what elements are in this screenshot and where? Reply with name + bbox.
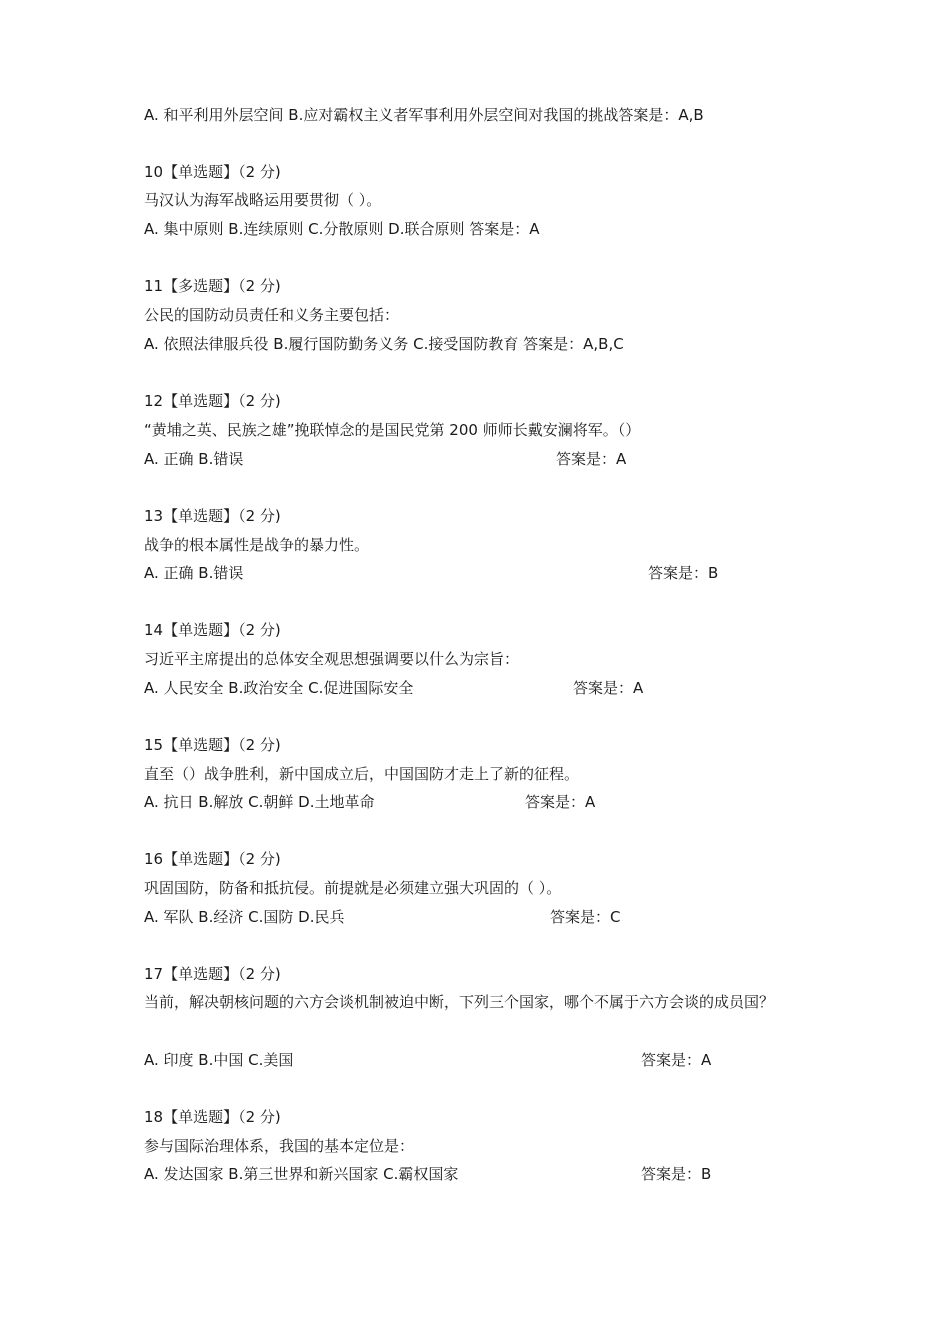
q17-options: A. 印度 B.中国 C.美国: [144, 1051, 294, 1069]
q15-question: 直至（）战争胜利，新中国成立后，中国国防才走上了新的征程。: [144, 765, 580, 783]
q10-question: 马汉认为海军战略运用要贯彻（ ）。: [144, 191, 382, 209]
q9-options: A. 和平利用外层空间 B.应对霸权主义者军事利用外层空间对我国的挑战答案是：A,B: [144, 106, 704, 124]
q15-header: 15【单选题】（2 分): [144, 736, 281, 754]
q15-answer: 答案是：A: [525, 793, 596, 811]
q13-question: 战争的根本属性是战争的暴力性。: [144, 536, 370, 554]
q11-question: 公民的国防动员责任和义务主要包括：: [144, 306, 400, 324]
q13-header: 13【单选题】（2 分): [144, 507, 281, 525]
q14-question: 习近平主席提出的总体安全观思想强调要以什么为宗旨：: [144, 650, 520, 668]
q14-header: 14【单选题】（2 分): [144, 621, 281, 639]
q17-header: 17【单选题】（2 分): [144, 965, 281, 983]
q17-question: 当前，解决朝核问题的六方会谈机制被迫中断，下列三个国家，哪个不属于六方会谈的成员国？: [144, 993, 775, 1011]
q18-answer: 答案是：B: [641, 1165, 712, 1183]
q13-answer: 答案是：B: [648, 564, 719, 582]
q16-header: 16【单选题】（2 分): [144, 850, 281, 868]
q12-question: “黄埔之英、民族之雄”挽联悼念的是国民党第 200 师师长戴安澜将军。（）: [144, 421, 641, 439]
q12-header: 12【单选题】（2 分): [144, 392, 281, 410]
q14-options: A. 人民安全 B.政治安全 C.促进国际安全: [144, 679, 414, 697]
q14-answer: 答案是：A: [573, 679, 644, 697]
q15-options: A. 抗日 B.解放 C.朝鲜 D.土地革命: [144, 793, 375, 811]
q10-header: 10【单选题】（2 分): [144, 163, 281, 181]
q13-options: A. 正确 B.错误: [144, 564, 244, 582]
q16-answer: 答案是：C: [550, 908, 621, 926]
q11-header: 11【多选题】（2 分): [144, 277, 281, 295]
q12-options: A. 正确 B.错误: [144, 450, 244, 468]
q10-options: A. 集中原则 B.连续原则 C.分散原则 D.联合原则 答案是：A: [144, 220, 540, 238]
q12-answer: 答案是：A: [556, 450, 627, 468]
q18-options: A. 发达国家 B.第三世界和新兴国家 C.霸权国家: [144, 1165, 459, 1183]
q16-options: A. 军队 B.经济 C.国防 D.民兵: [144, 908, 345, 926]
q18-question: 参与国际治理体系，我国的基本定位是：: [144, 1137, 415, 1155]
q17-answer: 答案是：A: [641, 1051, 712, 1069]
q11-options: A. 依照法律服兵役 B.履行国防勤务义务 C.接受国防教育 答案是：A,B,C: [144, 335, 624, 353]
q18-header: 18【单选题】（2 分): [144, 1108, 281, 1126]
q16-question: 巩固国防，防备和抵抗侵。前提就是必须建立强大巩固的（ ）。: [144, 879, 562, 897]
